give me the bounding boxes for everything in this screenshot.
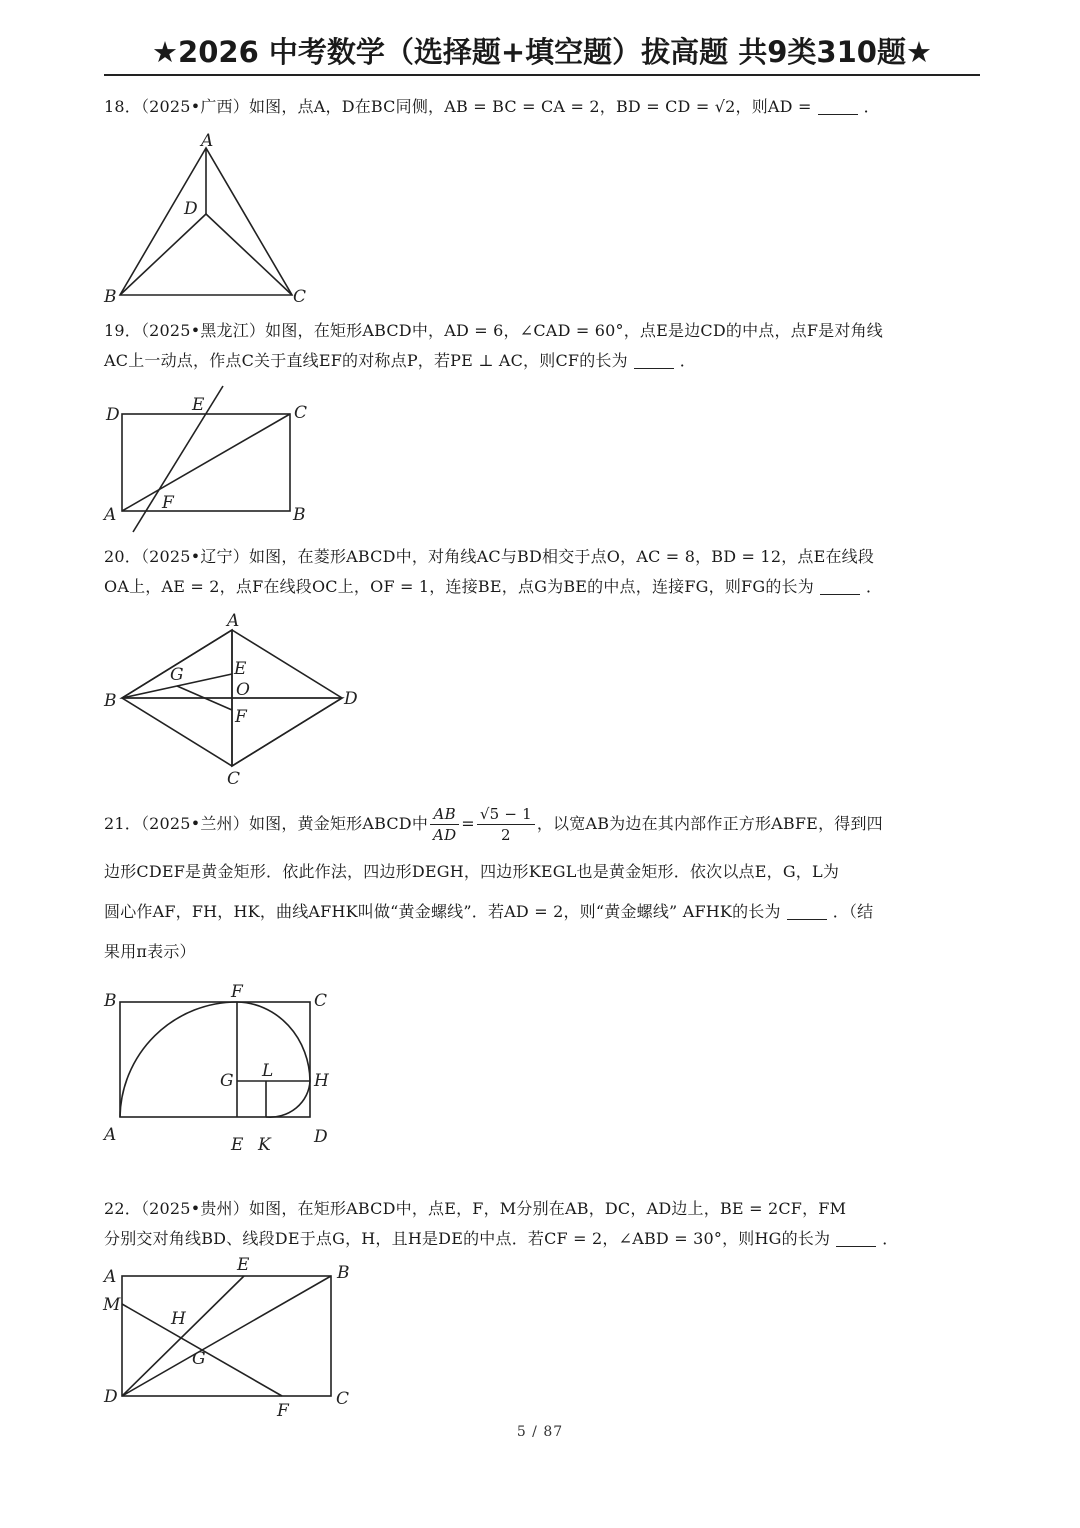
question-number: 22． (104, 1199, 141, 1218)
figure-q21 (100, 982, 340, 1156)
line-ef (133, 386, 223, 532)
label-c: C (314, 991, 328, 1011)
question-source: （2025•兰州） (140, 814, 249, 833)
page-number: 5 / 87 (516, 1424, 564, 1440)
question-source: （2025•贵州） (140, 1199, 249, 1218)
answer-blank (820, 578, 860, 595)
label-b: B (293, 505, 306, 525)
answer-blank (818, 98, 858, 115)
question-22: 22．（2025•贵州）如图，在矩形ABCD中，点E，F，M分别在AB，DC，AD边上，BE = 2CF，FM 分别交对角线BD、线段DE于点G，H，且H是DE的中点．若CF = 2，∠ABD = 30°，则HG的长为 ． (104, 1199, 899, 1248)
answer-blank (836, 1230, 876, 1247)
label-b: B (104, 287, 117, 307)
label-e: E (231, 1135, 244, 1155)
figure-q22 (100, 1256, 360, 1420)
question-text: 如图，点A，D在BC同侧，AB = BC = CA = 2，BD = CD = √2，则AD = (248, 97, 812, 116)
label-g: G (192, 1349, 206, 1369)
label-e: E (237, 1255, 250, 1275)
question-20: 20．（2025•辽宁）如图，在菱形ABCD中，对角线AC与BD相交于点O，AC = 8，BD = 12，点E在线段 OA上，AE = 2，点F在线段OC上，OF = 1，连接BE，点G为BE的中点，连接FG，则FG的长为 ． (104, 547, 883, 596)
label-c: C (293, 287, 307, 307)
label-d: D (314, 1127, 328, 1147)
label-f: F (231, 982, 243, 1002)
question-21: 21．（2025•兰州）如图，黄金矩形ABCD中 $\frac{AB}{AD}$ = $\frac{√5 - 1}{2}$ ，以宽AB为边在其内部作正方形ABFE，得到四 边形CDEF是黄金矩形．依此作法，四边形DEGH，四边形KEGL也是黄金矩形．依次以点E，G，L为 圆心作AF，FH，HK，曲线AFHK叫做“黄金螺线”．若AD = 2，则“黄金螺线” AFHK的长为 ．（结 果用π表示） (104, 805, 883, 961)
question-source: （2025•黑龙江） (140, 321, 266, 340)
question-18: 18．（2025•广西）如图，点A，D在BC同侧，AB = BC = CA = 2，BD = CD = √2，则AD = ． (104, 97, 880, 116)
question-number: 21． (104, 814, 141, 833)
question-source: （2025•广西） (140, 97, 249, 116)
label-a: A (104, 505, 117, 525)
label-e: E (192, 395, 205, 415)
label-f: F (162, 493, 174, 513)
question-number: 19． (104, 321, 141, 340)
page-title: ★2026 中考数学（选择题+填空题）拔高题 共9类310题★ (104, 30, 980, 76)
label-a: A (227, 611, 240, 631)
label-m: M (103, 1295, 121, 1315)
label-g: G (220, 1071, 234, 1091)
answer-blank (634, 352, 674, 369)
answer-blank (787, 903, 827, 920)
label-l: L (262, 1061, 274, 1081)
figure-q18 (100, 128, 320, 308)
question-source: （2025•辽宁） (140, 547, 249, 566)
figure-q20 (100, 610, 370, 790)
golden-spiral (120, 1002, 310, 1117)
label-o: O (236, 680, 250, 700)
label-a: A (201, 131, 214, 151)
label-g: G (170, 665, 184, 685)
segment-bd (120, 214, 206, 295)
label-b: B (104, 691, 117, 711)
label-f: F (277, 1401, 289, 1421)
label-k: K (258, 1135, 271, 1155)
label-h: H (314, 1071, 329, 1091)
question-number: 18． (104, 97, 141, 116)
figure-q19 (100, 384, 320, 534)
label-d: D (106, 405, 120, 425)
fraction-ab-ad: $\frac{AB}{AD}$ (430, 804, 459, 845)
label-d: D (104, 1387, 118, 1407)
question-19: 19．（2025•黑龙江）如图，在矩形ABCD中，AD = 6，∠CAD = 60°，点E是边CD的中点，点F是对角线 AC上一动点，作点C关于直线EF的对称点P，若PE ⊥ AC，则CF的长为 ． (104, 321, 883, 370)
label-c: C (294, 403, 308, 423)
label-e: E (234, 659, 247, 679)
label-d: D (344, 689, 358, 709)
question-number: 20． (104, 547, 141, 566)
segment-cd (206, 214, 292, 295)
label-f: F (235, 707, 247, 727)
fraction-golden: $\frac{√5 - 1}{2}$ (477, 804, 535, 845)
label-c: C (336, 1389, 350, 1409)
label-b: B (104, 991, 117, 1011)
label-b: B (337, 1263, 350, 1283)
label-d: D (184, 199, 198, 219)
label-h: H (171, 1309, 186, 1329)
diagonal-ac (122, 414, 290, 511)
label-a: A (104, 1267, 117, 1287)
label-c: C (227, 769, 241, 789)
label-a: A (104, 1125, 117, 1145)
